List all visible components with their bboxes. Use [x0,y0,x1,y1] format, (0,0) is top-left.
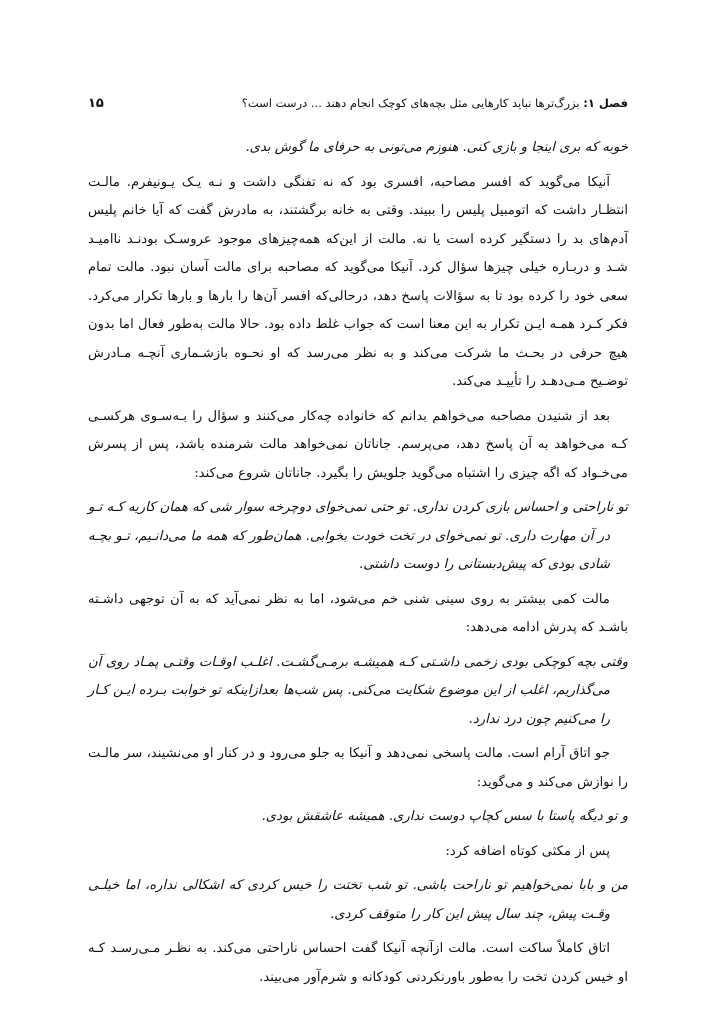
page-number: ۱۵ [88,95,104,111]
body-paragraph: اتاق کاملاً ساکت است. مالت ازآنچه آنیکا گفت احساس ناراحتی می‌کند. به نظـر مـی‌رسـد کـه او خیس کردن تخت را به‌طور باورنکردنی کودکانه و شرم‌آور می‌بیند. [88,941,628,985]
dialogue-quote: تو ناراحتی و احساس بازی کردن نداری. تو حتی نمی‌خوای دوچرخه سوار شی که همان کاریه کـه تـو در آن مهارت داری. تو نمی‌خوای در تخت خودت بخوابی. همان‌طور که همه ما می‌دانـیم، تـو بچـه شادی بودی که پیش‌دبستانی را دوست داشتی. [88,500,628,572]
body-paragraph: بعد از شنیدن مصاحبه می‌خواهم بدانم که خانواده چه‌کار می‌کنند و سؤال را بـه‌سـوی هرکسـی کـه می‌خواهد به آن پاسخ دهد، می‌پرسم. جاناتان نمی‌خواهد مالت شرمنده باشد، پس از پسرش می‌خـواد که اگه چیزی را اشتباه می‌گوید جلویش را بگیرد. جاناتان شروع می‌کند: [88,408,628,481]
chapter-label: فصل ۱: [583,96,628,110]
chapter-title: بزرگ‌ترها نباید کارهایی مثل بچه‌های کوچک انجام دهند ... درست است؟ [241,96,580,110]
body-text [88,134,628,998]
body-paragraph: جو اتاق آرام است. مالت پاسخی نمی‌دهد و آنیکا به جلو می‌رود و در کنار او می‌نشیند، سر مالـت را نوازش می‌کند و می‌گوید: [88,746,628,790]
dialogue-quote: وقتی بچه کوچکی بودی زخمی داشـتی کـه همیشـه برمـی‌گشـت. اغلـب اوقـات وقتـی پمـاد روی آن می‌گذاریم، اغلب از این موضوع شکایت می‌کنی. پس شب‌ها بعدازاینکه تو خوابت بـرده ایـن کـار را می‌کنیم چون درد ندارد. [88,654,628,727]
body-paragraph: مالت کمی بیشتر به روی سینی شنی خم می‌شود، اما به نظر نمی‌آید که به آن توجهی داشـته باشـد که پدرش ادامه می‌دهد: [88,591,628,635]
body-paragraph: پس از مکثی کوتاه اضافه کرد: [445,843,610,859]
body-paragraph: آنیکا می‌گوید که افسر مصاحبه، افسری بود که نه تفنگی داشت و نـه یـک یـونیفرم. مالـت انتظـار داشت که اتومبیل پلیس را ببیند. وقتی به خانه برگشتند، به مادرش گفت که آیا خانم پلیس آدم‌های بد را دستگیر کرده است یا نه. مالت از این‌که همه‌چیزهای موجود عروسـک بودنـد ناامیـد شـد و دربـاره خیلی چیزها سؤال کرد. آنیکا می‌گوید که مصاحبه برای مالت آسان نبود. مالت تمام سعی خود را کرده بود تا به سؤالات پاسخ دهد، درحالی‌که افسر آن‌ها را بارها و بارها تکرار می‌کرد. فکر کـرد همـه ایـن تکرار به این معنا است که جواب غلط داده بود. حالا مالت به‌طور فعال اما بدون هیچ حرفی در بحـث ما شرکت می‌کند و به نظر می‌رسد که او نحـوه بازشـماری آنچـه مـادرش توضـیح مـی‌دهـد را تأییـد می‌کند. [88,174,628,389]
running-title [242,96,628,110]
dialogue-quote: خوبه که بری اینجا و بازی کنی. هنوزم می‌تونی به حرفای ما گوش بدی. [245,140,628,155]
dialogue-quote: و تو دیگه پاستا با سس کچاپ دوست نداری. همیشه عاشقش بودی. [261,809,628,824]
dialogue-quote: من و بابا نمی‌خواهیم تو ناراحت باشی. تو شب تختت را خیس کردی که اشکالی نداره، اما خیلـی وقـت پیش، چند سال پیش این کار را متوقف کردی. [88,878,628,922]
running-header [88,92,628,114]
